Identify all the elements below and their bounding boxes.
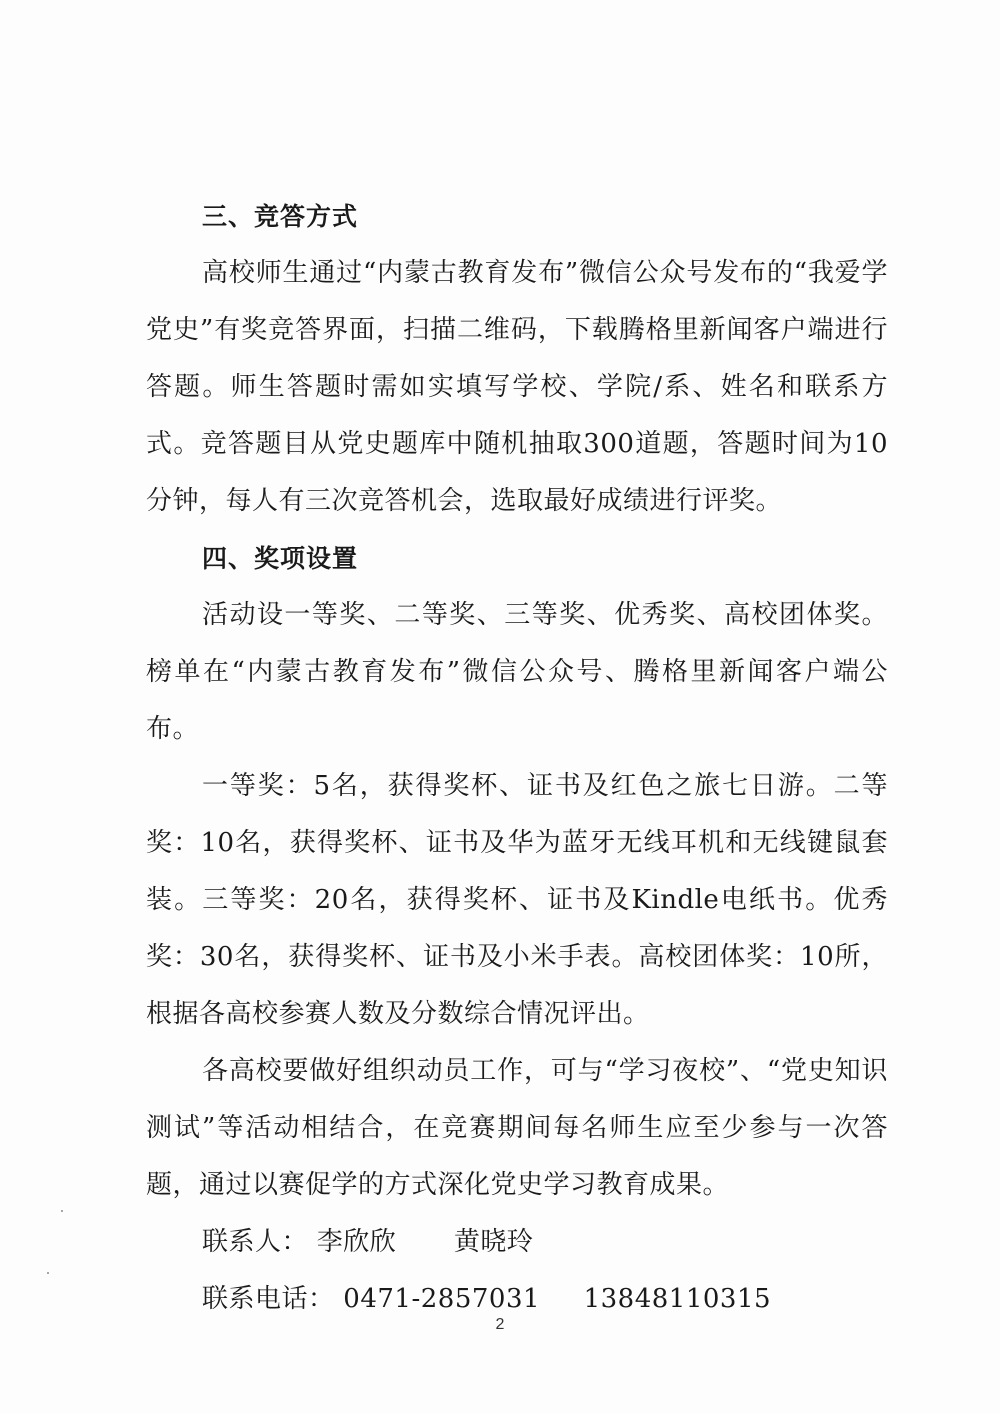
contact-phone-label: 联系电话：: [202, 1284, 335, 1314]
contact-person-line: [146, 1214, 888, 1271]
section-heading-awards: 四、奖项设置: [202, 544, 359, 573]
contact-phone-1: 0471-2857031: [343, 1284, 541, 1314]
contact-person-label: 联系人：: [202, 1227, 309, 1257]
method-paragraph: 高校师生通过“内蒙古教育发布”微信公众号发布的“我爱学党史”有奖竞答界面，扫描二维码，下载腾格里新闻客户端进行答题。师生答题时需如实填写学校、学院/系、姓名和联系方式。竞答题目从党史题库中随机抽取300道题，答题时间为10分钟，每人有三次竞答机会，选取最好成绩进行评奖。: [146, 258, 888, 516]
scan-speck: [61, 1210, 63, 1212]
awards-detail-paragraph: 一等奖：5名，获得奖杯、证书及红色之旅七日游。二等奖：10名，获得奖杯、证书及华为蓝牙无线耳机和无线键鼠套装。三等奖：20名，获得奖杯、证书及Kindle电纸书。优秀奖：30名，获得奖杯、证书及小米手表。高校团体奖：10所，根据各高校参赛人数及分数综合情况评出。: [146, 771, 888, 1029]
organization-paragraph: 各高校要做好组织动员工作，可与“学习夜校”、“党史知识测试”等活动相结合，在竞赛期间每名师生应至少参与一次答题，通过以赛促学的方式深化党史学习教育成果。: [146, 1056, 888, 1200]
contact-phone-2: 13848110315: [583, 1284, 772, 1314]
document-body: [146, 188, 888, 1328]
section-heading-method: 三、竞答方式: [202, 202, 359, 231]
scan-speck: [47, 1272, 49, 1274]
contact-person-2: 黄晓玲: [453, 1227, 534, 1257]
contact-person-1: 李欣欣: [316, 1227, 397, 1257]
page-number: 2: [495, 1316, 505, 1333]
awards-overview-paragraph: 活动设一等奖、二等奖、三等奖、优秀奖、高校团体奖。榜单在“内蒙古教育发布”微信公众号、腾格里新闻客户端公布。: [146, 600, 888, 744]
